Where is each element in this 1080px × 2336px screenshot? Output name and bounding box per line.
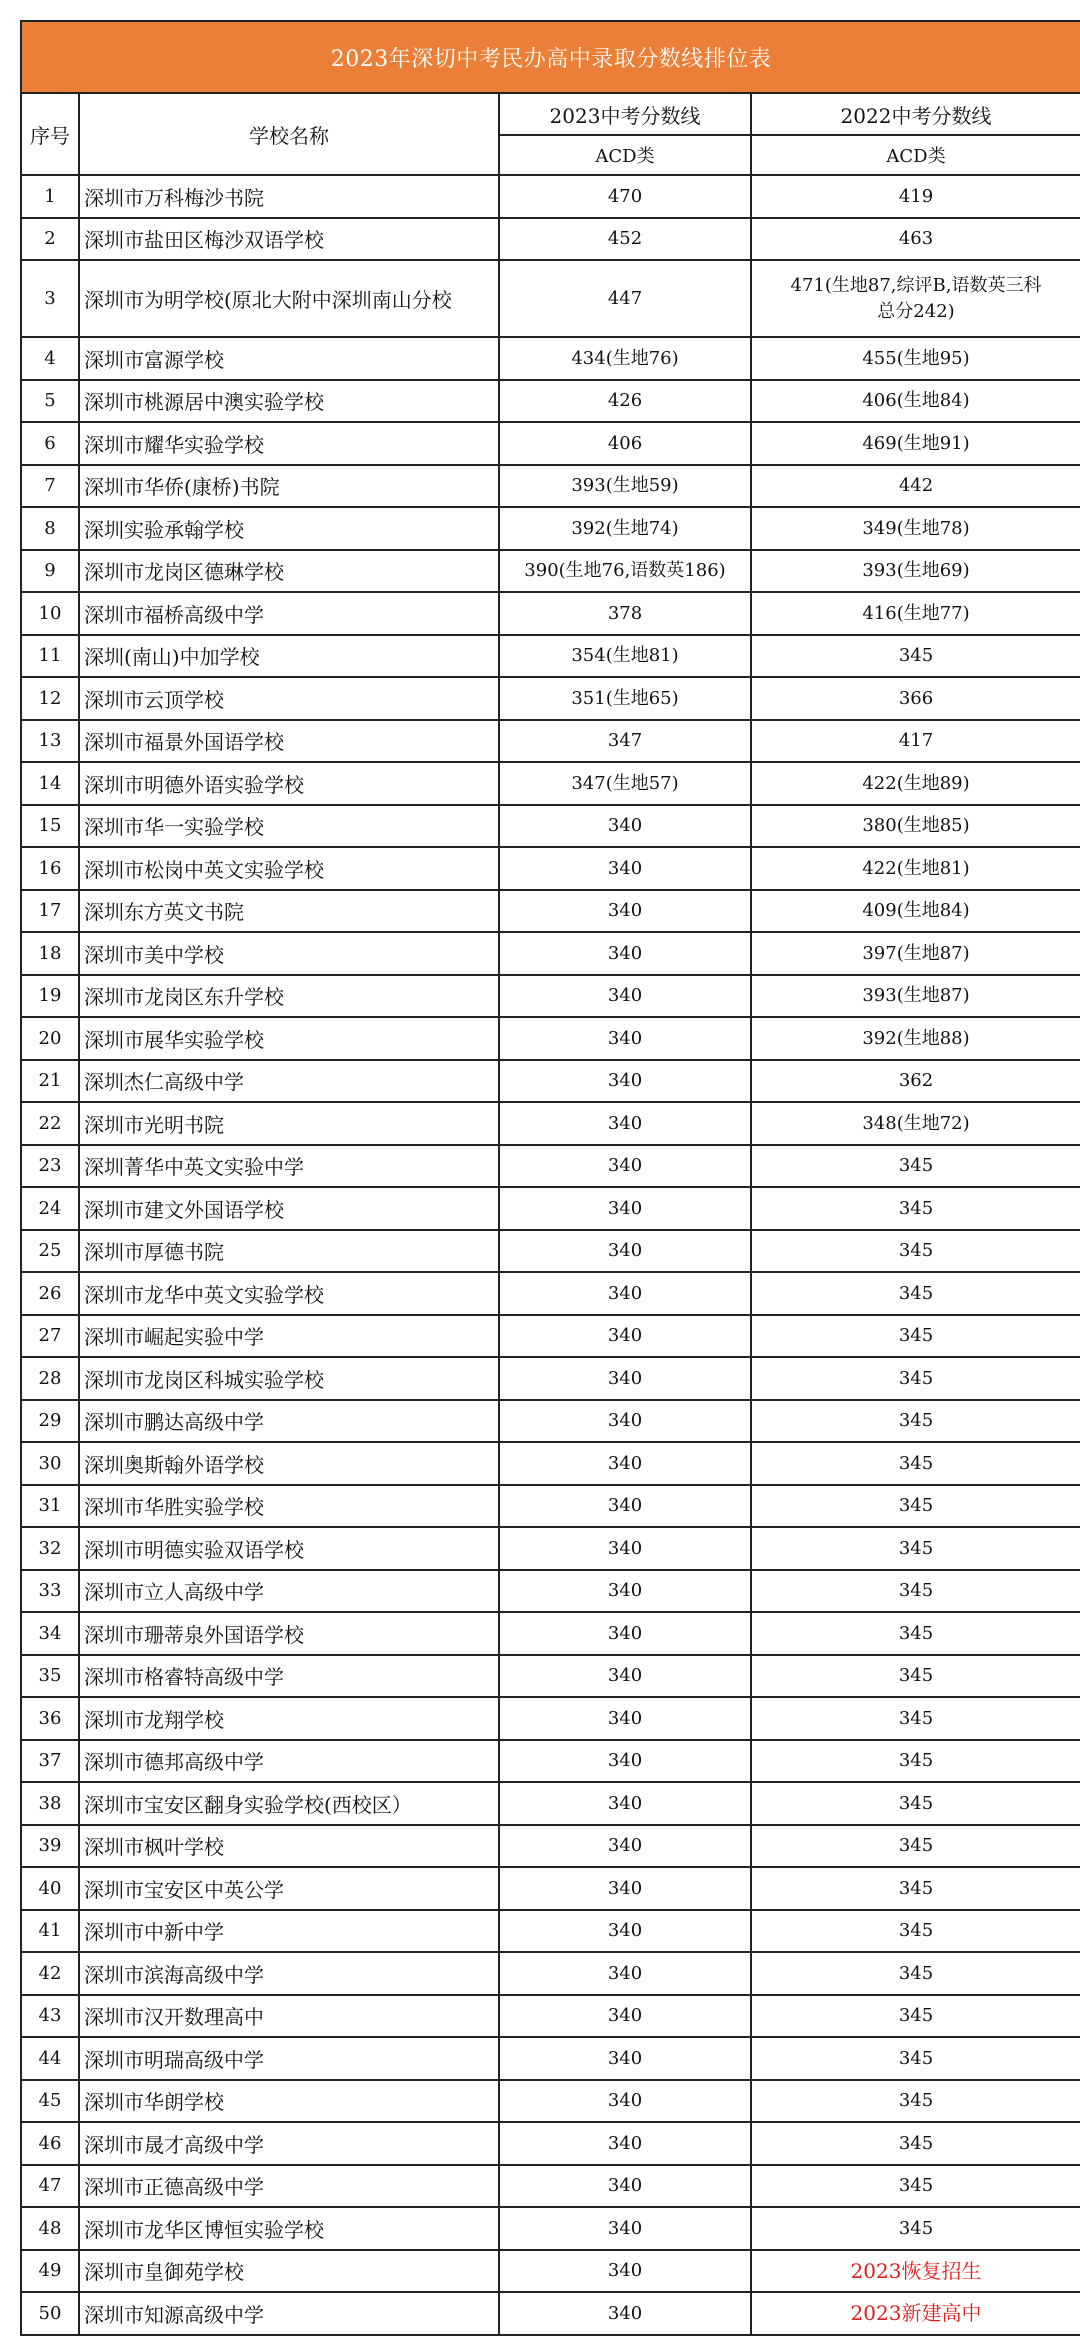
table-row <box>21 635 1080 678</box>
table-row <box>21 1612 1080 1655</box>
score-2023: 340 <box>499 2292 751 2335</box>
score-2023: 340 <box>499 1527 751 1570</box>
score-2023: 340 <box>499 1187 751 1230</box>
score-2022: 345 <box>751 2037 1080 2080</box>
score-2023: 340 <box>499 1017 751 1060</box>
school-name: 深圳市明德实验双语学校 <box>79 1527 499 1570</box>
header-2022: 2022中考分数线 <box>751 93 1080 135</box>
table-row <box>21 337 1080 380</box>
row-number: 49 <box>21 2250 79 2293</box>
school-name: 深圳实验承翰学校 <box>79 507 499 550</box>
header-seq: 序号 <box>21 93 79 175</box>
school-name: 深圳市展华实验学校 <box>79 1017 499 1060</box>
row-number: 31 <box>21 1485 79 1528</box>
score-2022: 345 <box>751 1357 1080 1400</box>
score-2023: 340 <box>499 1230 751 1273</box>
row-number: 20 <box>21 1017 79 1060</box>
school-name: 深圳(南山)中加学校 <box>79 635 499 678</box>
table-row <box>21 2292 1080 2335</box>
school-name: 深圳市美中学校 <box>79 932 499 975</box>
table-row <box>21 1867 1080 1910</box>
table-row <box>21 1910 1080 1953</box>
score-2023: 340 <box>499 1910 751 1953</box>
table-row <box>21 1825 1080 1868</box>
row-number: 50 <box>21 2292 79 2335</box>
school-name: 深圳市桃源居中澳实验学校 <box>79 380 499 423</box>
row-number: 36 <box>21 1697 79 1740</box>
school-name: 深圳市耀华实验学校 <box>79 422 499 465</box>
score-2022: 345 <box>751 1400 1080 1443</box>
score-2023: 340 <box>499 1825 751 1868</box>
score-2022: 392(生地88) <box>751 1017 1080 1060</box>
score-2023: 340 <box>499 2207 751 2250</box>
score-2023: 426 <box>499 380 751 423</box>
score-2022: 345 <box>751 1272 1080 1315</box>
row-number: 10 <box>21 592 79 635</box>
score-2022: 345 <box>751 1952 1080 1995</box>
row-number: 37 <box>21 1740 79 1783</box>
row-number: 47 <box>21 2165 79 2208</box>
table-row <box>21 592 1080 635</box>
row-number: 48 <box>21 2207 79 2250</box>
score-2022: 348(生地72) <box>751 1102 1080 1145</box>
row-number: 40 <box>21 1867 79 1910</box>
score-2022: 455(生地95) <box>751 337 1080 380</box>
score-2022: 345 <box>751 1910 1080 1953</box>
table-row <box>21 1230 1080 1273</box>
row-number: 16 <box>21 847 79 890</box>
score-2023: 340 <box>499 1145 751 1188</box>
school-name: 深圳市华胜实验学校 <box>79 1485 499 1528</box>
school-name: 深圳市龙翔学校 <box>79 1697 499 1740</box>
score-2022: 345 <box>751 1315 1080 1358</box>
table-row <box>21 847 1080 890</box>
table-row <box>21 507 1080 550</box>
score-2022: 362 <box>751 1060 1080 1103</box>
table-row <box>21 2080 1080 2123</box>
table-row <box>21 1485 1080 1528</box>
row-number: 6 <box>21 422 79 465</box>
table-row <box>21 762 1080 805</box>
score-table-sheet <box>20 20 1080 2336</box>
school-name: 深圳杰仁高级中学 <box>79 1060 499 1103</box>
score-2023: 340 <box>499 2122 751 2165</box>
score-2022: 345 <box>751 1782 1080 1825</box>
row-number: 17 <box>21 890 79 933</box>
school-name: 深圳市滨海高级中学 <box>79 1952 499 1995</box>
score-2023: 340 <box>499 1442 751 1485</box>
row-number: 18 <box>21 932 79 975</box>
school-name: 深圳市云顶学校 <box>79 677 499 720</box>
score-2022: 416(生地77) <box>751 592 1080 635</box>
table-row <box>21 1570 1080 1613</box>
table-row <box>21 805 1080 848</box>
score-2022: 471(生地87,综评B,语数英三科总分242) <box>751 260 1080 337</box>
header-2023: 2023中考分数线 <box>499 93 751 135</box>
table-row <box>21 2207 1080 2250</box>
score-2023: 340 <box>499 1995 751 2038</box>
score-2022: 393(生地69) <box>751 550 1080 593</box>
score-2023: 447 <box>499 260 751 337</box>
table-row <box>21 932 1080 975</box>
school-name: 深圳市明德外语实验学校 <box>79 762 499 805</box>
table-row <box>21 218 1080 261</box>
school-name: 深圳市富源学校 <box>79 337 499 380</box>
school-name: 深圳市中新中学 <box>79 1910 499 1953</box>
row-number: 41 <box>21 1910 79 1953</box>
table-row <box>21 465 1080 508</box>
score-2022: 345 <box>751 1697 1080 1740</box>
school-name: 深圳市明瑞高级中学 <box>79 2037 499 2080</box>
score-2022: 345 <box>751 1230 1080 1273</box>
school-name: 深圳市盐田区梅沙双语学校 <box>79 218 499 261</box>
score-2022: 345 <box>751 2207 1080 2250</box>
school-name: 深圳市龙华中英文实验学校 <box>79 1272 499 1315</box>
row-number: 24 <box>21 1187 79 1230</box>
score-2022: 345 <box>751 1655 1080 1698</box>
score-2023: 452 <box>499 218 751 261</box>
school-name: 深圳市珊蒂泉外国语学校 <box>79 1612 499 1655</box>
table-row <box>21 1187 1080 1230</box>
score-2022: 345 <box>751 1570 1080 1613</box>
table-row <box>21 2037 1080 2080</box>
table-row <box>21 1060 1080 1103</box>
school-name: 深圳市宝安区翻身实验学校(西校区） <box>79 1782 499 1825</box>
score-2022: 393(生地87) <box>751 975 1080 1018</box>
row-number: 39 <box>21 1825 79 1868</box>
score-2023: 354(生地81) <box>499 635 751 678</box>
school-name: 深圳东方英文书院 <box>79 890 499 933</box>
score-2022: 345 <box>751 1145 1080 1188</box>
row-number: 30 <box>21 1442 79 1485</box>
row-number: 26 <box>21 1272 79 1315</box>
score-2022: 2023新建高中 <box>751 2292 1080 2335</box>
table-row <box>21 2165 1080 2208</box>
school-name: 深圳市宝安区中英公学 <box>79 1867 499 1910</box>
table-row <box>21 1315 1080 1358</box>
row-number: 25 <box>21 1230 79 1273</box>
header-school: 学校名称 <box>79 93 499 175</box>
school-name: 深圳市建文外国语学校 <box>79 1187 499 1230</box>
row-number: 19 <box>21 975 79 1018</box>
table-row <box>21 890 1080 933</box>
table-row <box>21 260 1080 337</box>
score-2023: 340 <box>499 1740 751 1783</box>
table-row <box>21 2250 1080 2293</box>
table-row <box>21 1740 1080 1783</box>
row-number: 8 <box>21 507 79 550</box>
score-2022: 345 <box>751 2122 1080 2165</box>
score-2022: 380(生地85) <box>751 805 1080 848</box>
score-2022: 409(生地84) <box>751 890 1080 933</box>
school-name: 深圳市厚德书院 <box>79 1230 499 1273</box>
row-number: 44 <box>21 2037 79 2080</box>
score-2022: 406(生地84) <box>751 380 1080 423</box>
score-2022: 345 <box>751 1485 1080 1528</box>
table-row <box>21 1102 1080 1145</box>
row-number: 32 <box>21 1527 79 1570</box>
school-name: 深圳市华一实验学校 <box>79 805 499 848</box>
table-row <box>21 1995 1080 2038</box>
row-number: 38 <box>21 1782 79 1825</box>
score-2022: 345 <box>751 1995 1080 2038</box>
school-name: 深圳市晟才高级中学 <box>79 2122 499 2165</box>
table-row <box>21 720 1080 763</box>
score-2023: 340 <box>499 2250 751 2293</box>
score-2022: 422(生地89) <box>751 762 1080 805</box>
score-2022: 345 <box>751 2165 1080 2208</box>
table-body <box>21 175 1080 2335</box>
table-row <box>21 1697 1080 1740</box>
school-name: 深圳市光明书院 <box>79 1102 499 1145</box>
table-row <box>21 1527 1080 1570</box>
table-row <box>21 1442 1080 1485</box>
row-number: 42 <box>21 1952 79 1995</box>
school-name: 深圳菁华中英文实验中学 <box>79 1145 499 1188</box>
score-2022: 422(生地81) <box>751 847 1080 890</box>
score-2023: 378 <box>499 592 751 635</box>
school-name: 深圳市汉开数理高中 <box>79 1995 499 2038</box>
score-2023: 347(生地57) <box>499 762 751 805</box>
score-2023: 340 <box>499 2080 751 2123</box>
school-name: 深圳奥斯翰外语学校 <box>79 1442 499 1485</box>
score-2022: 345 <box>751 1442 1080 1485</box>
score-2022: 366 <box>751 677 1080 720</box>
subheader-2023: ACD类 <box>499 135 751 175</box>
school-name: 深圳市为明学校(原北大附中深圳南山分校 <box>79 260 499 337</box>
row-number: 46 <box>21 2122 79 2165</box>
score-2022: 417 <box>751 720 1080 763</box>
table-row <box>21 1782 1080 1825</box>
table-title: 2023年深切中考民办高中录取分数线排位表 <box>21 21 1080 93</box>
row-number: 15 <box>21 805 79 848</box>
row-number: 22 <box>21 1102 79 1145</box>
score-2022: 469(生地91) <box>751 422 1080 465</box>
score-2023: 340 <box>499 1485 751 1528</box>
row-number: 13 <box>21 720 79 763</box>
score-2023: 470 <box>499 175 751 218</box>
table-row <box>21 1017 1080 1060</box>
school-name: 深圳市格睿特高级中学 <box>79 1655 499 1698</box>
table-row <box>21 1272 1080 1315</box>
score-2023: 340 <box>499 1400 751 1443</box>
table-row <box>21 1145 1080 1188</box>
score-2023: 434(生地76) <box>499 337 751 380</box>
score-2022: 345 <box>751 1187 1080 1230</box>
score-2023: 340 <box>499 932 751 975</box>
row-number: 29 <box>21 1400 79 1443</box>
score-2023: 392(生地74) <box>499 507 751 550</box>
school-name: 深圳市正德高级中学 <box>79 2165 499 2208</box>
score-2023: 340 <box>499 847 751 890</box>
school-name: 深圳市龙岗区东升学校 <box>79 975 499 1018</box>
score-2023: 340 <box>499 805 751 848</box>
school-name: 深圳市知源高级中学 <box>79 2292 499 2335</box>
score-2022: 345 <box>751 635 1080 678</box>
table-row <box>21 975 1080 1018</box>
score-2022: 349(生地78) <box>751 507 1080 550</box>
school-name: 深圳市龙岗区德琳学校 <box>79 550 499 593</box>
score-2023: 340 <box>499 1782 751 1825</box>
row-number: 7 <box>21 465 79 508</box>
row-number: 45 <box>21 2080 79 2123</box>
school-name: 深圳市立人高级中学 <box>79 1570 499 1613</box>
row-number: 9 <box>21 550 79 593</box>
school-name: 深圳市华朗学校 <box>79 2080 499 2123</box>
school-name: 深圳市万科梅沙书院 <box>79 175 499 218</box>
school-name: 深圳市崛起实验中学 <box>79 1315 499 1358</box>
score-2023: 340 <box>499 1060 751 1103</box>
score-2023: 340 <box>499 1315 751 1358</box>
row-number: 12 <box>21 677 79 720</box>
score-2023: 347 <box>499 720 751 763</box>
school-name: 深圳市华侨(康桥)书院 <box>79 465 499 508</box>
score-2023: 340 <box>499 1272 751 1315</box>
score-2022: 345 <box>751 1527 1080 1570</box>
table-row <box>21 380 1080 423</box>
score-2023: 340 <box>499 1697 751 1740</box>
score-2022: 345 <box>751 1612 1080 1655</box>
row-number: 3 <box>21 260 79 337</box>
school-name: 深圳市松岗中英文实验学校 <box>79 847 499 890</box>
school-name: 深圳市龙华区博恒实验学校 <box>79 2207 499 2250</box>
score-2023: 340 <box>499 1655 751 1698</box>
score-table <box>20 20 1080 2336</box>
score-2023: 340 <box>499 2037 751 2080</box>
score-2023: 393(生地59) <box>499 465 751 508</box>
score-2022: 2023恢复招生 <box>751 2250 1080 2293</box>
row-number: 4 <box>21 337 79 380</box>
subheader-2022: ACD类 <box>751 135 1080 175</box>
score-2023: 340 <box>499 1952 751 1995</box>
row-number: 2 <box>21 218 79 261</box>
score-2022: 345 <box>751 2080 1080 2123</box>
row-number: 23 <box>21 1145 79 1188</box>
table-row <box>21 175 1080 218</box>
score-2023: 340 <box>499 890 751 933</box>
score-2023: 390(生地76,语数英186) <box>499 550 751 593</box>
score-2023: 351(生地65) <box>499 677 751 720</box>
table-row <box>21 422 1080 465</box>
row-number: 28 <box>21 1357 79 1400</box>
score-2023: 340 <box>499 975 751 1018</box>
school-name: 深圳市龙岗区科城实验学校 <box>79 1357 499 1400</box>
score-2022: 463 <box>751 218 1080 261</box>
school-name: 深圳市福景外国语学校 <box>79 720 499 763</box>
score-2022: 419 <box>751 175 1080 218</box>
table-row <box>21 1400 1080 1443</box>
row-number: 27 <box>21 1315 79 1358</box>
row-number: 14 <box>21 762 79 805</box>
score-2022: 345 <box>751 1867 1080 1910</box>
score-2023: 340 <box>499 1357 751 1400</box>
score-2023: 406 <box>499 422 751 465</box>
table-row <box>21 1357 1080 1400</box>
row-number: 33 <box>21 1570 79 1613</box>
score-2022: 345 <box>751 1825 1080 1868</box>
score-2022: 442 <box>751 465 1080 508</box>
score-2023: 340 <box>499 2165 751 2208</box>
row-number: 11 <box>21 635 79 678</box>
table-row <box>21 2122 1080 2165</box>
row-number: 43 <box>21 1995 79 2038</box>
school-name: 深圳市枫叶学校 <box>79 1825 499 1868</box>
score-2023: 340 <box>499 1102 751 1145</box>
score-2022: 397(生地87) <box>751 932 1080 975</box>
table-row <box>21 550 1080 593</box>
row-number: 5 <box>21 380 79 423</box>
school-name: 深圳市鹏达高级中学 <box>79 1400 499 1443</box>
table-row <box>21 677 1080 720</box>
row-number: 1 <box>21 175 79 218</box>
score-2023: 340 <box>499 1612 751 1655</box>
score-2023: 340 <box>499 1867 751 1910</box>
school-name: 深圳市德邦高级中学 <box>79 1740 499 1783</box>
table-row <box>21 1952 1080 1995</box>
table-row <box>21 1655 1080 1698</box>
row-number: 34 <box>21 1612 79 1655</box>
school-name: 深圳市皇御苑学校 <box>79 2250 499 2293</box>
school-name: 深圳市福桥高级中学 <box>79 592 499 635</box>
score-2022: 345 <box>751 1740 1080 1783</box>
row-number: 35 <box>21 1655 79 1698</box>
row-number: 21 <box>21 1060 79 1103</box>
score-2023: 340 <box>499 1570 751 1613</box>
